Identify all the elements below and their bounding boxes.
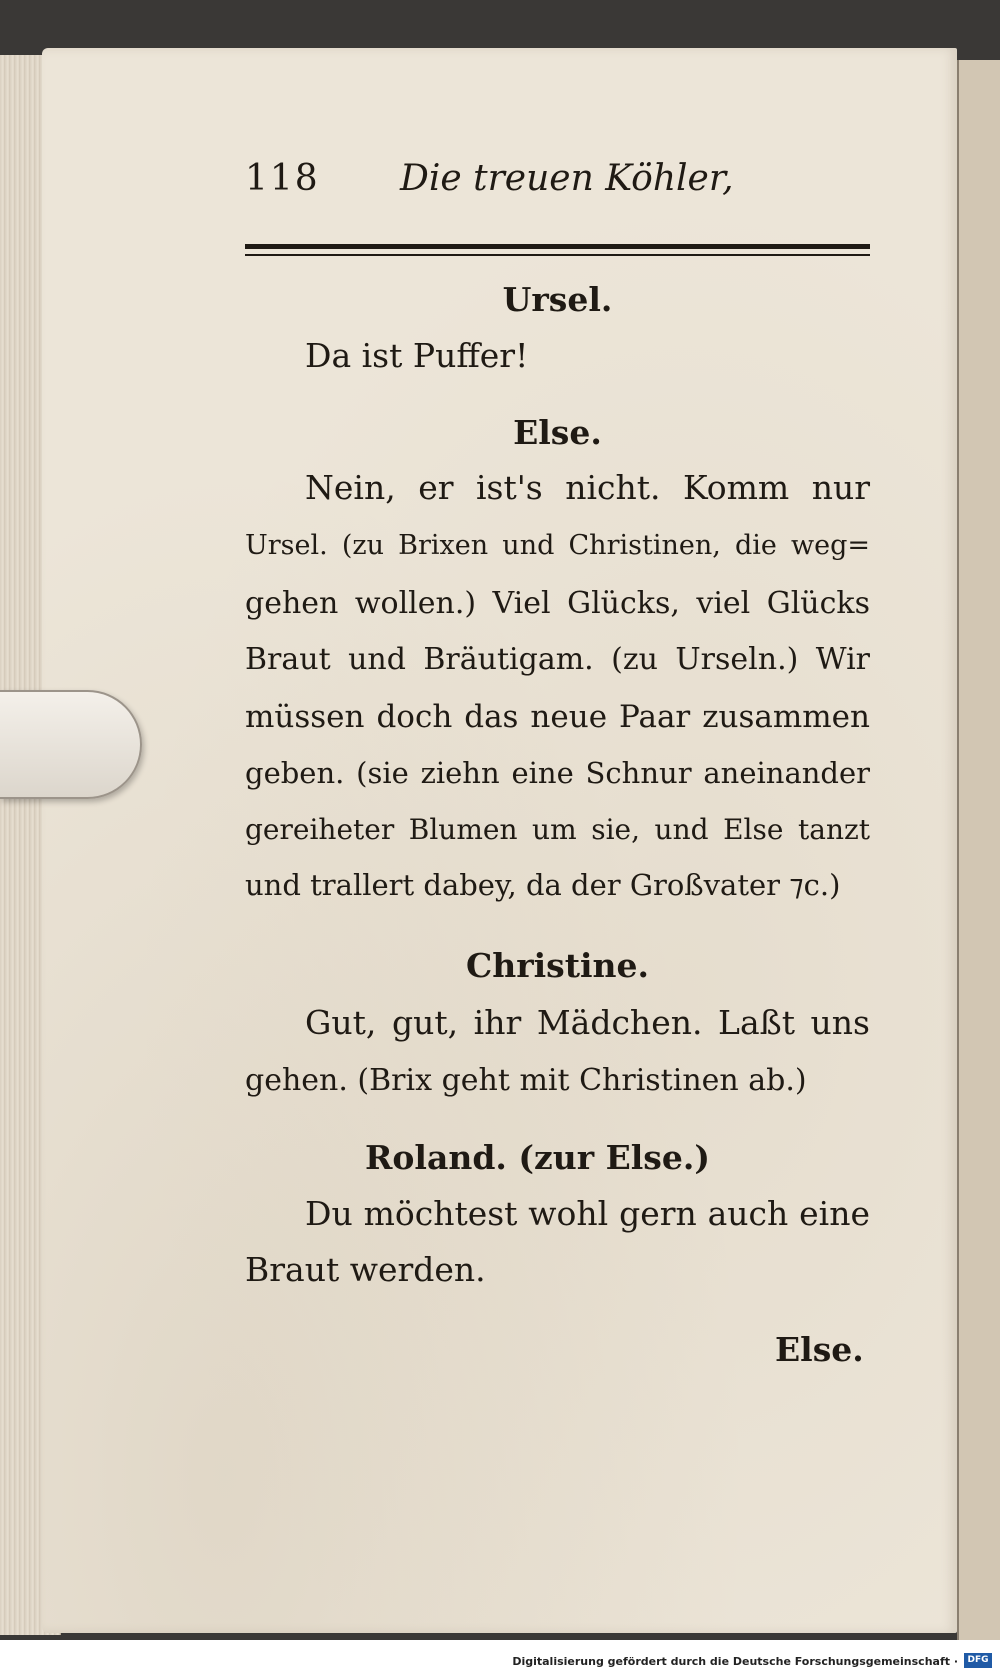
dfg-logo: DFG xyxy=(964,1653,992,1668)
digitization-credit: Digitalisierung gefördert durch die Deutsche Forschungsgemeinschaft · xyxy=(512,1655,958,1668)
text-line: Du möchtest wohl gern auch eine xyxy=(305,1194,870,1233)
page-text xyxy=(245,0,870,1640)
catchword: Else. xyxy=(775,1330,864,1369)
text-line: Braut werden. xyxy=(245,1250,486,1289)
text-line: Da ist Puffer! xyxy=(305,336,529,375)
speaker-else: Else. xyxy=(513,413,602,452)
text-line: Braut und Bräutigam. (zu Urseln.) Wir xyxy=(245,642,870,677)
speaker-roland: Roland. (zur Else.) xyxy=(365,1138,710,1177)
bookmark-tab xyxy=(0,690,142,799)
text-line: geben. (sie ziehn eine Schnur aneinander xyxy=(245,756,870,790)
speaker-christine: Christine. xyxy=(465,946,649,985)
text-line: und trallert dabey, da der Großvater ⁊c.) xyxy=(245,868,841,902)
facing-page-edge xyxy=(957,60,1000,1640)
page-number: 118 xyxy=(245,158,320,199)
text-line: gehen wollen.) Viel Glücks, viel Glücks xyxy=(245,586,870,621)
text-line: Nein, er ist's nicht. Komm nur xyxy=(305,468,870,507)
running-title: Die treuen Köhler, xyxy=(400,158,734,199)
text-line: gereiheter Blumen um sie, und Else tanzt xyxy=(245,813,870,846)
text-line: Gut, gut, ihr Mädchen. Laßt uns xyxy=(305,1003,870,1042)
text-line: müssen doch das neue Paar zusammen xyxy=(245,699,870,735)
text-line: Ursel. (zu Brixen und Christinen, die weg= xyxy=(245,530,870,561)
speaker-ursel: Ursel. xyxy=(502,280,613,319)
text-line: gehen. (Brix geht mit Christinen ab.) xyxy=(245,1063,807,1098)
